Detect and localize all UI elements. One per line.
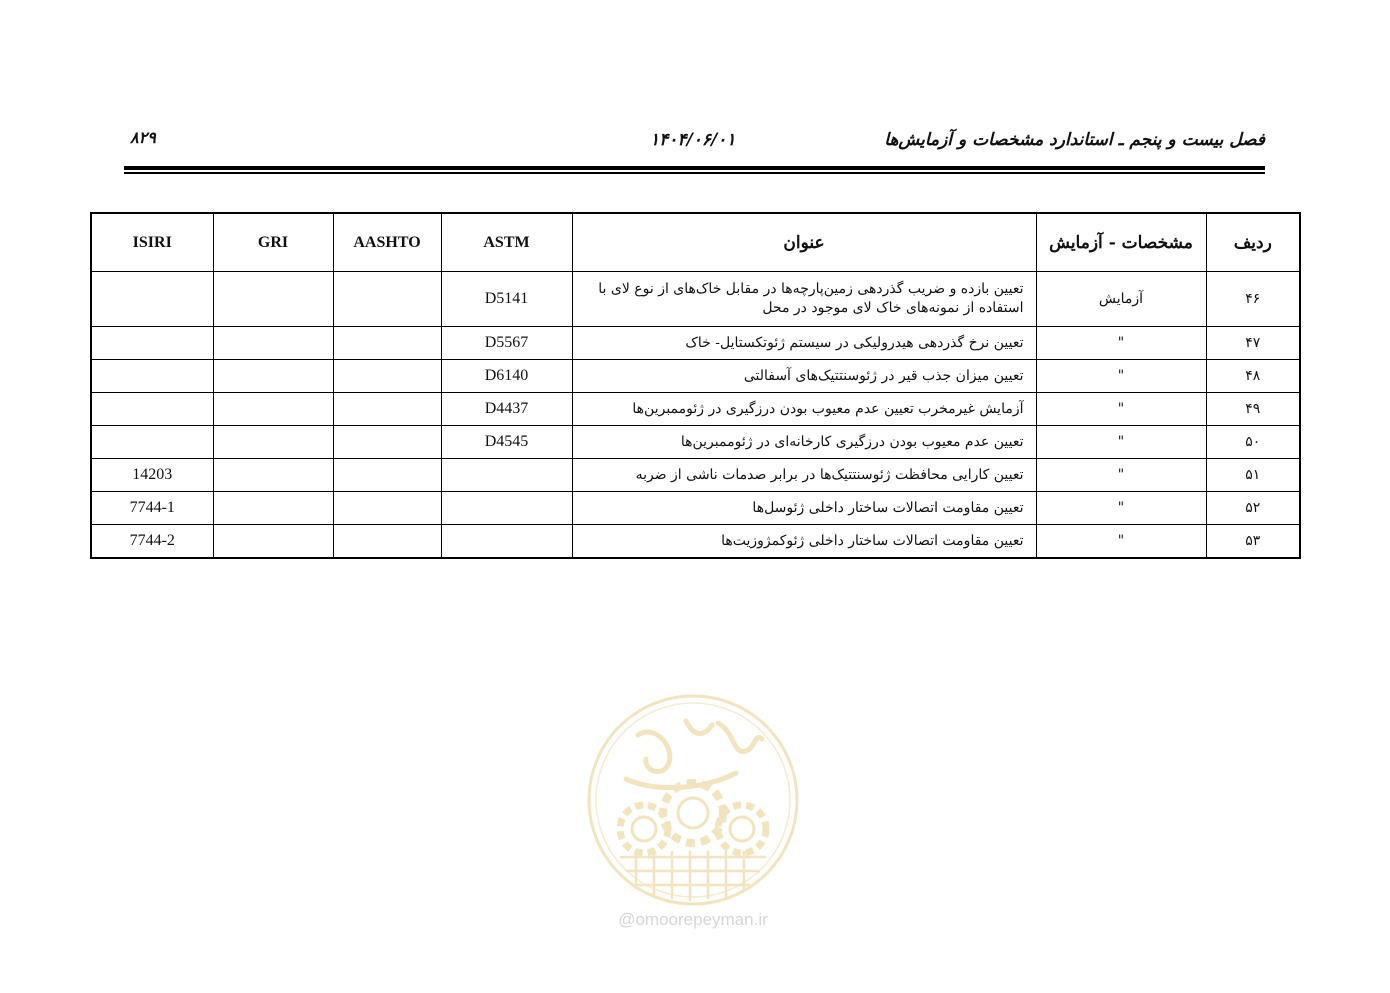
cell-spec: " xyxy=(1036,492,1206,525)
cell-aashto xyxy=(333,393,441,426)
cell-aashto xyxy=(333,492,441,525)
cell-aashto xyxy=(333,459,441,492)
watermark-ring xyxy=(589,696,797,904)
cell-aashto xyxy=(333,327,441,360)
header-rule-thin xyxy=(124,172,1265,174)
cell-aashto xyxy=(333,360,441,393)
col-header-spec: مشخصات - آزمایش xyxy=(1036,213,1206,272)
cell-isiri: 7744-2 xyxy=(91,525,213,559)
col-header-astm: ASTM xyxy=(441,213,572,272)
cell-isiri xyxy=(91,272,213,327)
cell-gri xyxy=(213,492,333,525)
cell-row-number: ۴۸ xyxy=(1206,360,1300,393)
table-row xyxy=(91,393,1300,426)
cell-spec: " xyxy=(1036,393,1206,426)
cell-aashto xyxy=(333,272,441,327)
cell-aashto xyxy=(333,525,441,559)
cell-spec: " xyxy=(1036,327,1206,360)
document-date: ۱۴۰۴/۰۶/۰۱ xyxy=(650,130,736,150)
cell-title: تعیین نرخ گذردهی هیدرولیکی در سیستم ژئوتکستایل- خاک xyxy=(572,327,1036,360)
cell-astm xyxy=(441,525,572,559)
cell-spec: " xyxy=(1036,525,1206,559)
cell-row-number: ۵۰ xyxy=(1206,426,1300,459)
cell-gri xyxy=(213,426,333,459)
cell-astm: D4545 xyxy=(441,426,572,459)
cell-isiri: 14203 xyxy=(91,459,213,492)
gear-icon xyxy=(718,805,766,853)
cell-title: تعیین میزان جذب قیر در ژئوسنتتیک‌های آسفالتی xyxy=(572,360,1036,393)
page-header xyxy=(124,126,1265,156)
watermark-caption: @omoorepeyman.ir xyxy=(618,910,768,929)
cell-gri xyxy=(213,360,333,393)
cell-isiri xyxy=(91,360,213,393)
cell-gri xyxy=(213,272,333,327)
cell-gri xyxy=(213,459,333,492)
table-header-row xyxy=(91,213,1300,272)
watermark-calligraphy xyxy=(626,721,762,788)
cell-title: تعیین کارایی محافظت ژئوسنتتیک‌ها در برابر صدمات ناشی از ضربه xyxy=(572,459,1036,492)
col-header-row-number: ردیف xyxy=(1206,213,1300,272)
cell-row-number: ۵۱ xyxy=(1206,459,1300,492)
chapter-title: فصل بیست و پنجم ـ استاندارد مشخصات و آزمایش‌ها xyxy=(884,130,1265,150)
col-header-title: عنوان xyxy=(572,213,1036,272)
table-row xyxy=(91,426,1300,459)
cell-row-number: ۵۲ xyxy=(1206,492,1300,525)
cell-row-number: ۴۶ xyxy=(1206,272,1300,327)
cell-gri xyxy=(213,525,333,559)
col-header-isiri: ISIRI xyxy=(91,213,213,272)
table-row xyxy=(91,360,1300,393)
cell-title: تعیین مقاومت اتصالات ساختار داخلی ژئوکمژوزیت‌ها xyxy=(572,525,1036,559)
table-row xyxy=(91,327,1300,360)
gear-icon xyxy=(663,783,723,843)
table-row xyxy=(91,492,1300,525)
cell-gri xyxy=(213,327,333,360)
cell-astm: D5567 xyxy=(441,327,572,360)
cell-astm xyxy=(441,459,572,492)
cell-row-number: ۵۳ xyxy=(1206,525,1300,559)
cell-spec: " xyxy=(1036,426,1206,459)
cell-spec: آزمایش xyxy=(1036,272,1206,327)
table-row xyxy=(91,525,1300,559)
cell-title: آزمایش غیرمخرب تعیین عدم معیوب بودن درزگیری در ژئوممبرین‌ها xyxy=(572,393,1036,426)
watermark-logo xyxy=(586,693,800,907)
page-number: ۸۲۹ xyxy=(130,128,156,147)
col-header-gri: GRI xyxy=(213,213,333,272)
cell-astm: D5141 xyxy=(441,272,572,327)
cell-title: تعیین مقاومت اتصالات ساختار داخلی ژئوسل‌ها xyxy=(572,492,1036,525)
cell-isiri xyxy=(91,393,213,426)
cell-astm: D6140 xyxy=(441,360,572,393)
cell-astm xyxy=(441,492,572,525)
table-row xyxy=(91,272,1300,327)
cell-title: تعیین عدم معیوب بودن درزگیری کارخانه‌ای در ژئوممبرین‌ها xyxy=(572,426,1036,459)
cell-spec: " xyxy=(1036,459,1206,492)
cell-title: تعیین بازده و ضریب گذردهی زمین‌پارچه‌ها در مقابل خاک‌های از نوع لای با استفاده از نمونه‌های خاک لای موجود در محل xyxy=(572,272,1036,327)
cell-row-number: ۴۷ xyxy=(1206,327,1300,360)
cell-isiri xyxy=(91,327,213,360)
table-row xyxy=(91,459,1300,492)
standards-table xyxy=(90,212,1301,559)
cell-row-number: ۴۹ xyxy=(1206,393,1300,426)
col-header-aashto: AASHTO xyxy=(333,213,441,272)
cell-gri xyxy=(213,393,333,426)
header-rule-thick xyxy=(124,166,1265,170)
cell-aashto xyxy=(333,426,441,459)
cell-isiri xyxy=(91,426,213,459)
watermark-grid xyxy=(620,851,766,901)
cell-spec: " xyxy=(1036,360,1206,393)
cell-astm: D4437 xyxy=(441,393,572,426)
cell-isiri: 7744-1 xyxy=(91,492,213,525)
